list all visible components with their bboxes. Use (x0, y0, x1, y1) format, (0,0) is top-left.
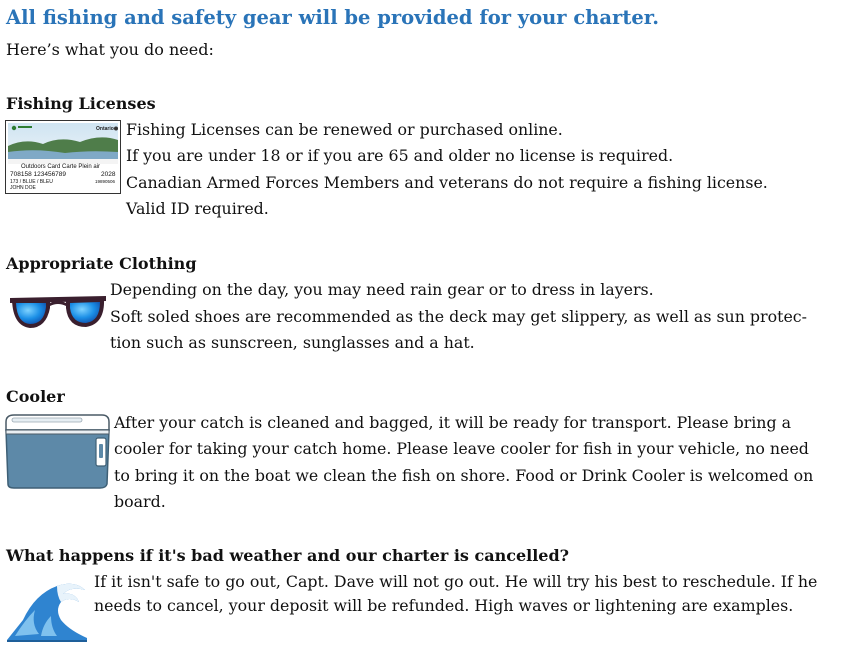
cooler-text-line: to bring it on the boat we clean the fish on shore. Food or Drink Cooler is welcomed on (114, 466, 814, 485)
licenses-text-line: Valid ID required. (126, 199, 269, 218)
fishing-license-card-image (5, 120, 121, 194)
sunglasses-icon (8, 292, 108, 334)
intro-text: Here’s what you do need: (6, 40, 214, 59)
cooler-icon (4, 412, 112, 490)
section-title-clothing: Appropriate Clothing (6, 254, 197, 273)
card-province-text: Ontario (96, 126, 114, 132)
weather-text-line: needs to cancel, your deposit will be refunded. High waves or lightening are examples. (94, 596, 794, 615)
card-dob-text: 19890506 (95, 179, 116, 184)
cooler-text-line: board. (114, 492, 166, 511)
clothing-text-line: Soft soled shoes are recommended as the deck may get slippery, as well as sun protec- (110, 307, 807, 326)
card-name-text: Outdoors Card Carte Plein air (21, 164, 101, 170)
clothing-text-line: tion such as sunscreen, sunglasses and a hat. (110, 333, 475, 352)
section-title-cooler: Cooler (6, 387, 65, 406)
cooler-text-line: cooler for taking your catch home. Please leave cooler for fish in your vehicle, no need (114, 439, 809, 458)
section-title-licenses: Fishing Licenses (6, 94, 156, 113)
card-details-text: 173 / BLUE / BLEU (10, 179, 53, 185)
card-number-text: 708158 123456789 (10, 171, 67, 178)
licenses-text-line: If you are under 18 or if you are 65 and older no license is required. (126, 146, 674, 165)
card-year-text: 2028 (101, 171, 116, 178)
section-title-weather: What happens if it's bad weather and our charter is cancelled? (6, 546, 570, 565)
weather-text-line: If it isn't safe to go out, Capt. Dave will not go out. He will try his best to reschedule. If he (94, 572, 818, 591)
card-holder-text: JOHN DOE (10, 185, 36, 191)
wave-icon (5, 580, 89, 642)
page-headline: All fishing and safety gear will be provided for your charter. (6, 6, 660, 29)
cooler-text-line: After your catch is cleaned and bagged, it will be ready for transport. Please bring a (114, 413, 792, 432)
clothing-text-line: Depending on the day, you may need rain gear or to dress in layers. (110, 280, 654, 299)
licenses-text-line: Fishing Licenses can be renewed or purchased online. (126, 120, 563, 139)
licenses-text-line: Canadian Armed Forces Members and veterans do not require a fishing license. (126, 173, 768, 192)
